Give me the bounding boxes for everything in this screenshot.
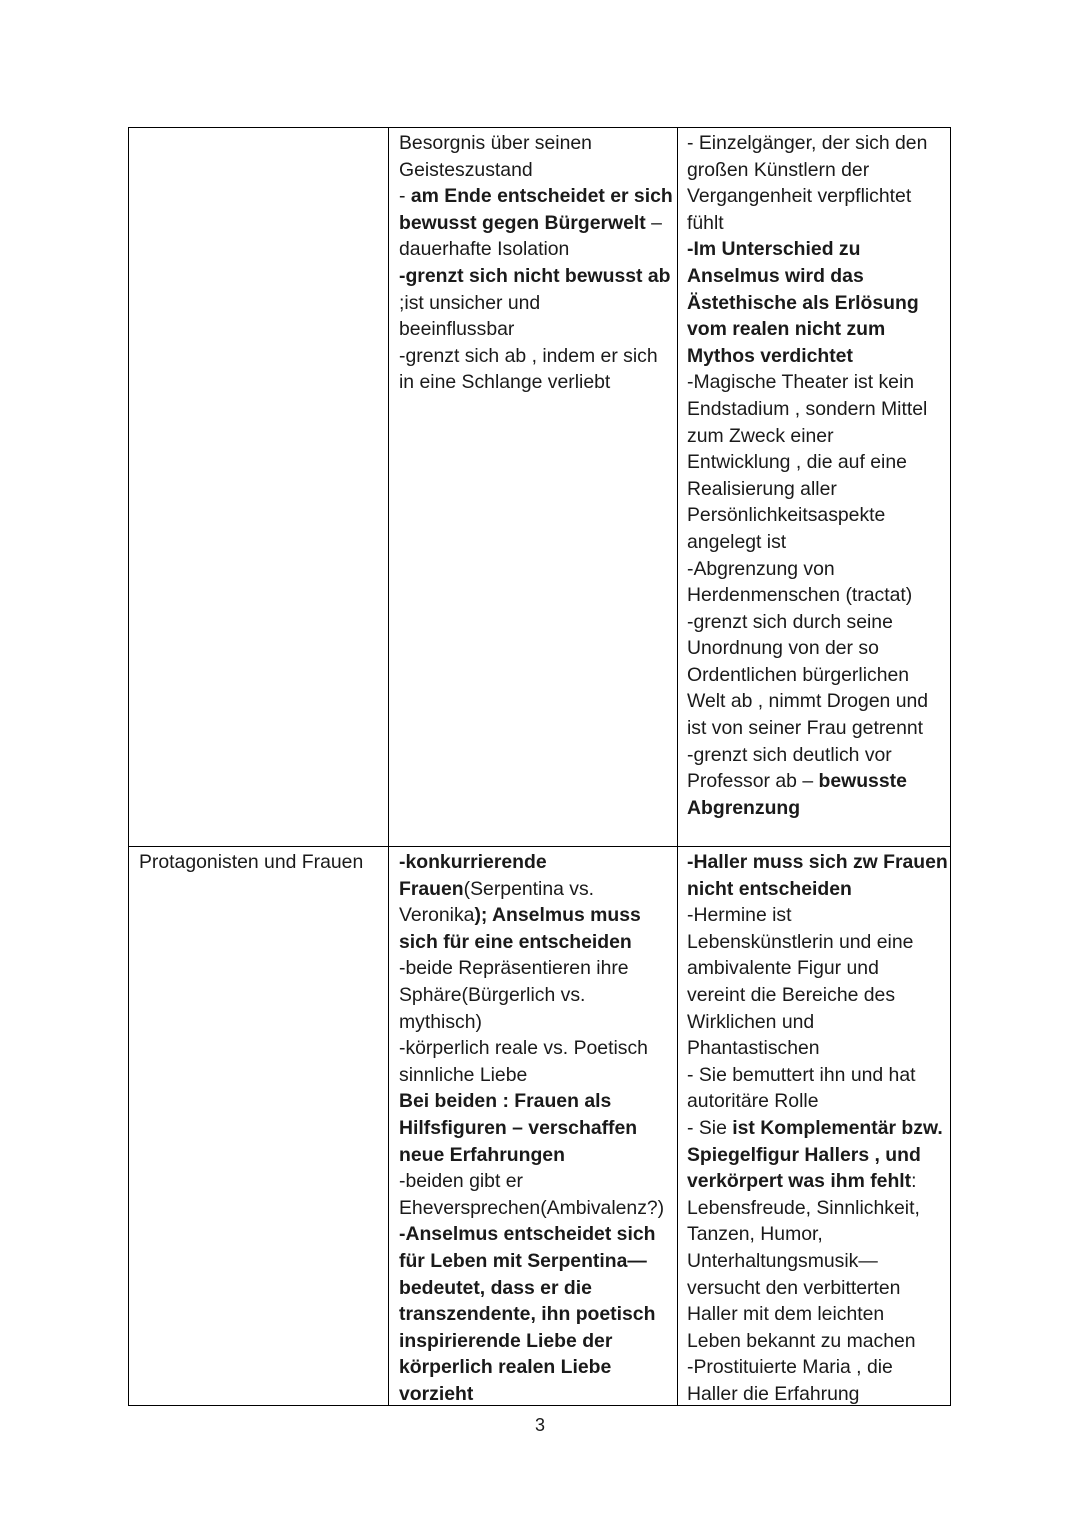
text: Leben bekannt zu machen bbox=[687, 1329, 916, 1352]
row2-col2-line bbox=[687, 849, 948, 876]
row1-col2-line bbox=[687, 715, 928, 742]
text: Unterhaltungsmusik— bbox=[687, 1249, 878, 1272]
text: in eine Schlange verliebt bbox=[399, 371, 611, 394]
row2-col2-line bbox=[687, 1009, 948, 1036]
bold-text: Mythos verdichtet bbox=[687, 344, 853, 367]
row1-col1-cell bbox=[399, 130, 673, 396]
text: Entwicklung , die auf eine bbox=[687, 451, 907, 474]
text: Lebensfreude, Sinnlichkeit, bbox=[687, 1196, 920, 1219]
row2-col1-line bbox=[399, 1035, 664, 1062]
text: -grenzt sich durch seine bbox=[687, 610, 893, 633]
text: Phantastischen bbox=[687, 1037, 820, 1060]
text: sinnliche Liebe bbox=[399, 1063, 528, 1086]
column-divider-2 bbox=[677, 127, 678, 1406]
row1-col2-line bbox=[687, 369, 928, 396]
row2-col1-line bbox=[399, 1142, 664, 1169]
text: Vergangenheit verpflichtet bbox=[687, 185, 912, 208]
row1-col1-line bbox=[399, 343, 673, 370]
text: Professor ab – bbox=[687, 770, 819, 793]
text: -Hermine ist bbox=[687, 904, 792, 927]
row1-col1-line bbox=[399, 130, 673, 157]
column-divider-1 bbox=[388, 127, 389, 1406]
text: - Sie bemuttert ihn und hat bbox=[687, 1063, 916, 1086]
bold-text: inspirierende Liebe der bbox=[399, 1329, 613, 1352]
bold-text: am Ende entscheidet er sich bbox=[410, 185, 673, 208]
bold-text: Bei beiden : Frauen als bbox=[399, 1090, 612, 1113]
bold-text: sich für eine entscheiden bbox=[399, 930, 632, 953]
row1-col2-line bbox=[687, 210, 928, 237]
row1-col1-line bbox=[399, 157, 673, 184]
text: -Magische Theater ist kein bbox=[687, 371, 915, 394]
text: Besorgnis über seinen bbox=[399, 132, 592, 154]
row2-col2-line bbox=[687, 982, 948, 1009]
row2-col2-line bbox=[687, 929, 948, 956]
row1-col1-line bbox=[399, 236, 673, 263]
text: Unordnung von der so bbox=[687, 637, 879, 660]
text: Haller die Erfahrung bbox=[687, 1382, 860, 1405]
bold-text: -Anselmus entscheidet sich bbox=[399, 1223, 656, 1246]
text: beeinflussbar bbox=[399, 318, 515, 341]
row2-col1-line bbox=[399, 1088, 664, 1115]
text: (Serpentina vs. bbox=[463, 877, 595, 900]
row2-col2-line bbox=[687, 1248, 948, 1275]
row2-col2-line bbox=[687, 1088, 948, 1115]
row1-col2-line bbox=[687, 609, 928, 636]
row2-col1-line bbox=[399, 1275, 664, 1302]
text: Endstadium , sondern Mittel bbox=[687, 397, 928, 420]
row2-col1-line bbox=[399, 1062, 664, 1089]
text: Tanzen, Humor, bbox=[687, 1223, 823, 1246]
text: Haller mit dem leichten bbox=[687, 1303, 885, 1326]
row1-col2-line bbox=[687, 529, 928, 556]
row1-col1-line bbox=[399, 183, 673, 210]
row2-col2-line bbox=[687, 1142, 948, 1169]
row1-col2-line bbox=[687, 556, 928, 583]
row1-col2-line bbox=[687, 157, 928, 184]
bold-text: vom realen nicht zum bbox=[687, 318, 886, 341]
table-border-left bbox=[128, 127, 129, 1406]
row2-col1-line bbox=[399, 1381, 664, 1408]
text: - Einzelgänger, der sich den bbox=[687, 132, 928, 154]
text: -Abgrenzung von bbox=[687, 557, 835, 580]
row2-col2-line bbox=[687, 1354, 948, 1381]
row2-col2-line bbox=[687, 1381, 948, 1408]
text: großen Künstlern der bbox=[687, 158, 870, 181]
row2-col1-line bbox=[399, 1195, 664, 1222]
text: - Sie bbox=[687, 1116, 733, 1139]
bold-text: für Leben mit Serpentina— bbox=[399, 1249, 647, 1272]
text: ;ist unsicher und bbox=[399, 291, 541, 314]
text: ist von seiner Frau getrennt bbox=[687, 717, 924, 740]
bold-text: transzendente, ihn poetisch bbox=[399, 1303, 656, 1326]
page-number: 3 bbox=[534, 1415, 545, 1435]
text: autoritäre Rolle bbox=[687, 1090, 819, 1113]
text: Geisteszustand bbox=[399, 158, 533, 181]
text: Eheversprechen(Ambivalenz?) bbox=[399, 1196, 665, 1219]
bold-text: ); Anselmus muss bbox=[474, 904, 641, 927]
row2-col2-line bbox=[687, 1195, 948, 1222]
bold-text: bewusste bbox=[818, 770, 907, 793]
bold-text: -konkurrierende bbox=[399, 851, 547, 873]
row1-col1-line bbox=[399, 263, 673, 290]
text: Persönlichkeitsaspekte bbox=[687, 504, 886, 527]
text: Sphäre(Bürgerlich vs. bbox=[399, 983, 586, 1006]
row2-col2-line bbox=[687, 1301, 948, 1328]
row2-col2-line bbox=[687, 1062, 948, 1089]
row2-col1-line bbox=[399, 982, 664, 1009]
row1-col2-line bbox=[687, 742, 928, 769]
row1-col2-line bbox=[687, 635, 928, 662]
row1-col2-line bbox=[687, 688, 928, 715]
bold-text: -Haller muss sich zw Frauen bbox=[687, 851, 948, 873]
bold-text: neue Erfahrungen bbox=[399, 1143, 565, 1166]
row2-col2-line bbox=[687, 1035, 948, 1062]
bold-text: Frauen bbox=[399, 877, 464, 900]
text: vereint die Bereiche des bbox=[687, 983, 896, 1006]
bold-text: ist Komplementär bzw. bbox=[732, 1116, 943, 1139]
row1-col2-line bbox=[687, 396, 928, 423]
text: -grenzt sich deutlich vor bbox=[687, 743, 892, 766]
row1-col1-line bbox=[399, 316, 673, 343]
text: Welt ab , nimmt Drogen und bbox=[687, 690, 929, 713]
row2-col2-cell bbox=[687, 849, 948, 1407]
row2-col1-line bbox=[399, 1009, 664, 1036]
bold-text: verkörpert was ihm fehlt bbox=[687, 1170, 912, 1193]
row1-col1-line bbox=[399, 290, 673, 317]
row1-col2-line bbox=[687, 449, 928, 476]
text: -Prostituierte Maria , die bbox=[687, 1356, 893, 1379]
bold-text: Ästethische als Erlösung bbox=[687, 291, 919, 314]
bold-text: Hilfsfiguren – verschaffen bbox=[399, 1116, 638, 1139]
row1-col2-line bbox=[687, 316, 928, 343]
row2-col1-line bbox=[399, 929, 664, 956]
row2-col1-line bbox=[399, 1301, 664, 1328]
text: -beide Repräsentieren ihre bbox=[399, 957, 629, 980]
row1-col2-line bbox=[687, 476, 928, 503]
row1-col2-line bbox=[687, 343, 928, 370]
text: -körperlich reale vs. Poetisch bbox=[399, 1037, 648, 1060]
row2-col2-line bbox=[687, 1275, 948, 1302]
bold-text: körperlich realen Liebe bbox=[399, 1356, 612, 1379]
text: -grenzt sich ab , indem er sich bbox=[399, 344, 658, 367]
text: zum Zweck einer bbox=[687, 424, 834, 447]
row1-col2-line bbox=[687, 768, 928, 795]
bold-text: -Im Unterschied zu bbox=[687, 238, 861, 261]
row1-col1-line bbox=[399, 210, 673, 237]
row2-col1-line bbox=[399, 1221, 664, 1248]
row2-col1-line bbox=[399, 876, 664, 903]
row2-col2-line bbox=[687, 1328, 948, 1355]
row1-col2-line bbox=[687, 795, 928, 822]
table-border-right bbox=[950, 127, 951, 1406]
text: Realisierung aller bbox=[687, 477, 837, 500]
row2-col1-line bbox=[399, 1328, 664, 1355]
bold-text: Abgrenzung bbox=[687, 796, 801, 819]
row2-col2-line bbox=[687, 955, 948, 982]
table-border-top bbox=[128, 127, 951, 128]
row1-col2-line bbox=[687, 290, 928, 317]
row2-col1-line bbox=[399, 849, 664, 876]
text: -beiden gibt er bbox=[399, 1170, 523, 1193]
row1-col2-line bbox=[687, 183, 928, 210]
row2-col2-line bbox=[687, 1221, 948, 1248]
text: ambivalente Figur und bbox=[687, 957, 879, 980]
row2-col2-line bbox=[687, 902, 948, 929]
row2-col2-line bbox=[687, 876, 948, 903]
row2-col1-line bbox=[399, 902, 664, 929]
row1-col2-line bbox=[687, 236, 928, 263]
row1-col2-line bbox=[687, 502, 928, 529]
text: – bbox=[645, 211, 662, 234]
row1-col2-line bbox=[687, 263, 928, 290]
text: Lebenskünstlerin und eine bbox=[687, 930, 914, 953]
bold-text: bedeutet, dass er die bbox=[399, 1276, 592, 1299]
row-divider bbox=[128, 846, 951, 847]
row2-label: Protagonisten und Frauen bbox=[139, 851, 364, 873]
text: fühlt bbox=[687, 211, 724, 234]
text: Ordentlichen bürgerlichen bbox=[687, 663, 910, 686]
row1-col2-cell bbox=[687, 130, 928, 821]
text: Veronika bbox=[399, 904, 475, 927]
text: : bbox=[911, 1170, 917, 1193]
text: versucht den verbitterten bbox=[687, 1276, 901, 1299]
bold-text: -grenzt sich nicht bewusst ab bbox=[399, 264, 671, 287]
text: angelegt ist bbox=[687, 530, 787, 553]
text: Wirklichen und bbox=[687, 1010, 815, 1033]
bold-text: Spiegelfigur Hallers , und bbox=[687, 1143, 921, 1166]
row2-col2-line bbox=[687, 1168, 948, 1195]
row2-col1-line bbox=[399, 1248, 664, 1275]
text: dauerhafte Isolation bbox=[399, 238, 570, 261]
bold-text: nicht entscheiden bbox=[687, 877, 852, 900]
row1-col1-line bbox=[399, 369, 673, 396]
row1-col2-line bbox=[687, 582, 928, 609]
text: Herdenmenschen (tractat) bbox=[687, 584, 913, 607]
row2-col1-line bbox=[399, 1354, 664, 1381]
row2-col2-line bbox=[687, 1115, 948, 1142]
bold-text: bewusst gegen Bürgerwelt bbox=[399, 211, 646, 234]
text: mythisch) bbox=[399, 1010, 482, 1033]
row2-col1-line bbox=[399, 1115, 664, 1142]
row2-col1-cell bbox=[399, 849, 664, 1407]
row2-col1-line bbox=[399, 955, 664, 982]
row1-col2-line bbox=[687, 130, 928, 157]
row1-col2-line bbox=[687, 662, 928, 689]
row1-col2-line bbox=[687, 423, 928, 450]
bold-text: Anselmus wird das bbox=[687, 264, 864, 287]
bold-text: vorzieht bbox=[399, 1382, 474, 1405]
row2-col1-line bbox=[399, 1168, 664, 1195]
text: - bbox=[399, 185, 411, 208]
